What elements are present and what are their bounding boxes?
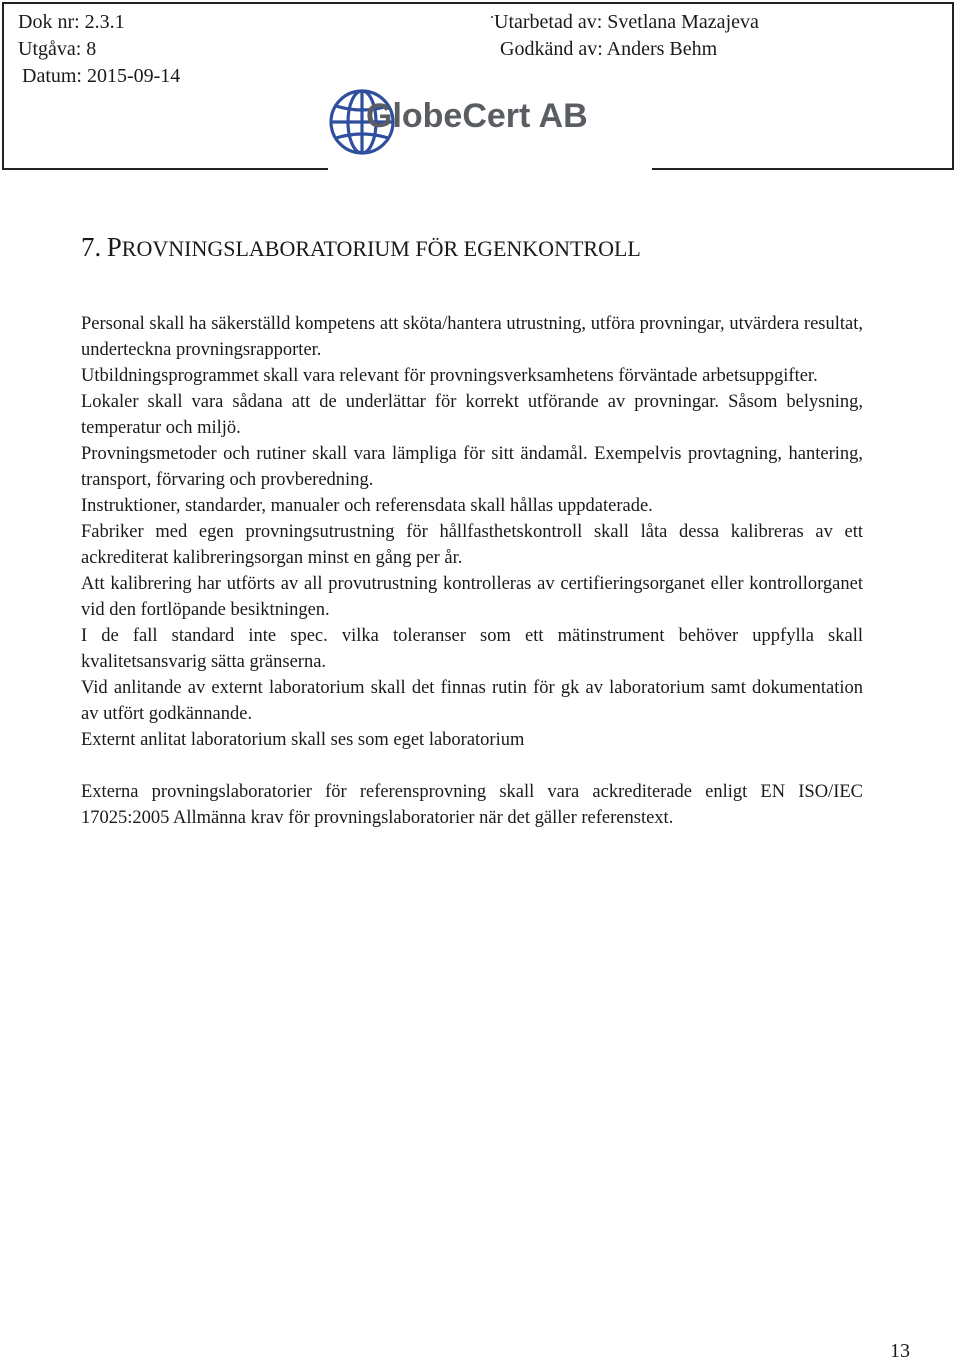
edition: Utgåva: 8 — [18, 38, 97, 60]
paragraph: Fabriker med egen provningsutrustning för hållfasthetskontroll skall låta dessa kalibreras av ett ackrediterat kalibreringsorgan minst en gång per år. — [81, 522, 863, 568]
section-number: 7. — [81, 232, 102, 262]
logo-text: GlobeCert AB — [366, 97, 588, 135]
paragraph: Personal skall ha säkerställd kompetens att sköta/hantera utrustning, utföra provningar, utvärdera resultat, underteckna provningsrapporter. — [81, 314, 863, 360]
section-title-rest: ROVNINGSLABORATORIUM FÖR EGENKONTROLL — [121, 236, 641, 261]
paragraph: Lokaler skall vara sådana att de underlättar för korrekt utförande av provningar. Såsom belysning, temperatur och miljö. — [81, 392, 863, 438]
prepared-by: Utarbetad av: Svetlana Mazajeva — [494, 11, 759, 33]
date: Datum: 2015-09-14 — [22, 65, 181, 87]
body-text — [81, 311, 863, 831]
paragraph: Externt anlitat laboratorium skall ses som eget laboratorium — [81, 730, 525, 750]
header-bottom-line-left — [2, 168, 328, 170]
paragraph: Att kalibrering har utförts av all provutrustning kontrolleras av certifieringsorganet eller kontrollorganet vid den fortlöpande besiktningen. — [81, 574, 863, 620]
paragraph: Instruktioner, standarder, manualer och referensdata skall hållas uppdaterade. — [81, 496, 653, 516]
globecert-logo — [326, 86, 632, 158]
header-dot: . — [490, 5, 494, 22]
paragraph: Externa provningslaboratorier för referensprovning skall vara ackrediterade enligt EN ISO/IEC 17025:2005 Allmänna krav för provningslaboratorier när det gäller referenstext. — [81, 782, 863, 828]
header-bottom-line-right — [652, 168, 954, 170]
paragraph: Vid anlitande av externt laboratorium skall det finnas rutin för gk av laboratorium samt dokumentation av utfört godkännande. — [81, 678, 863, 724]
paragraph: Provningsmetoder och rutiner skall vara lämpliga för sitt ändamål. Exempelvis provtagning, hantering, transport, förvaring och provberedning. — [81, 444, 863, 490]
section-title-initial: P — [106, 232, 122, 262]
section-heading — [81, 233, 641, 263]
doc-number: Dok nr: 2.3.1 — [18, 11, 125, 33]
page-number: 13 — [890, 1340, 910, 1362]
paragraph: Utbildningsprogrammet skall vara relevant för provningsverksamhetens förväntade arbetsuppgifter. — [81, 366, 818, 386]
paragraph: I de fall standard inte spec. vilka toleranser som ett mätinstrument behöver uppfylla skall kvalitetsansvarig sätta gränserna. — [81, 626, 863, 672]
approved-by: Godkänd av: Anders Behm — [500, 38, 718, 60]
